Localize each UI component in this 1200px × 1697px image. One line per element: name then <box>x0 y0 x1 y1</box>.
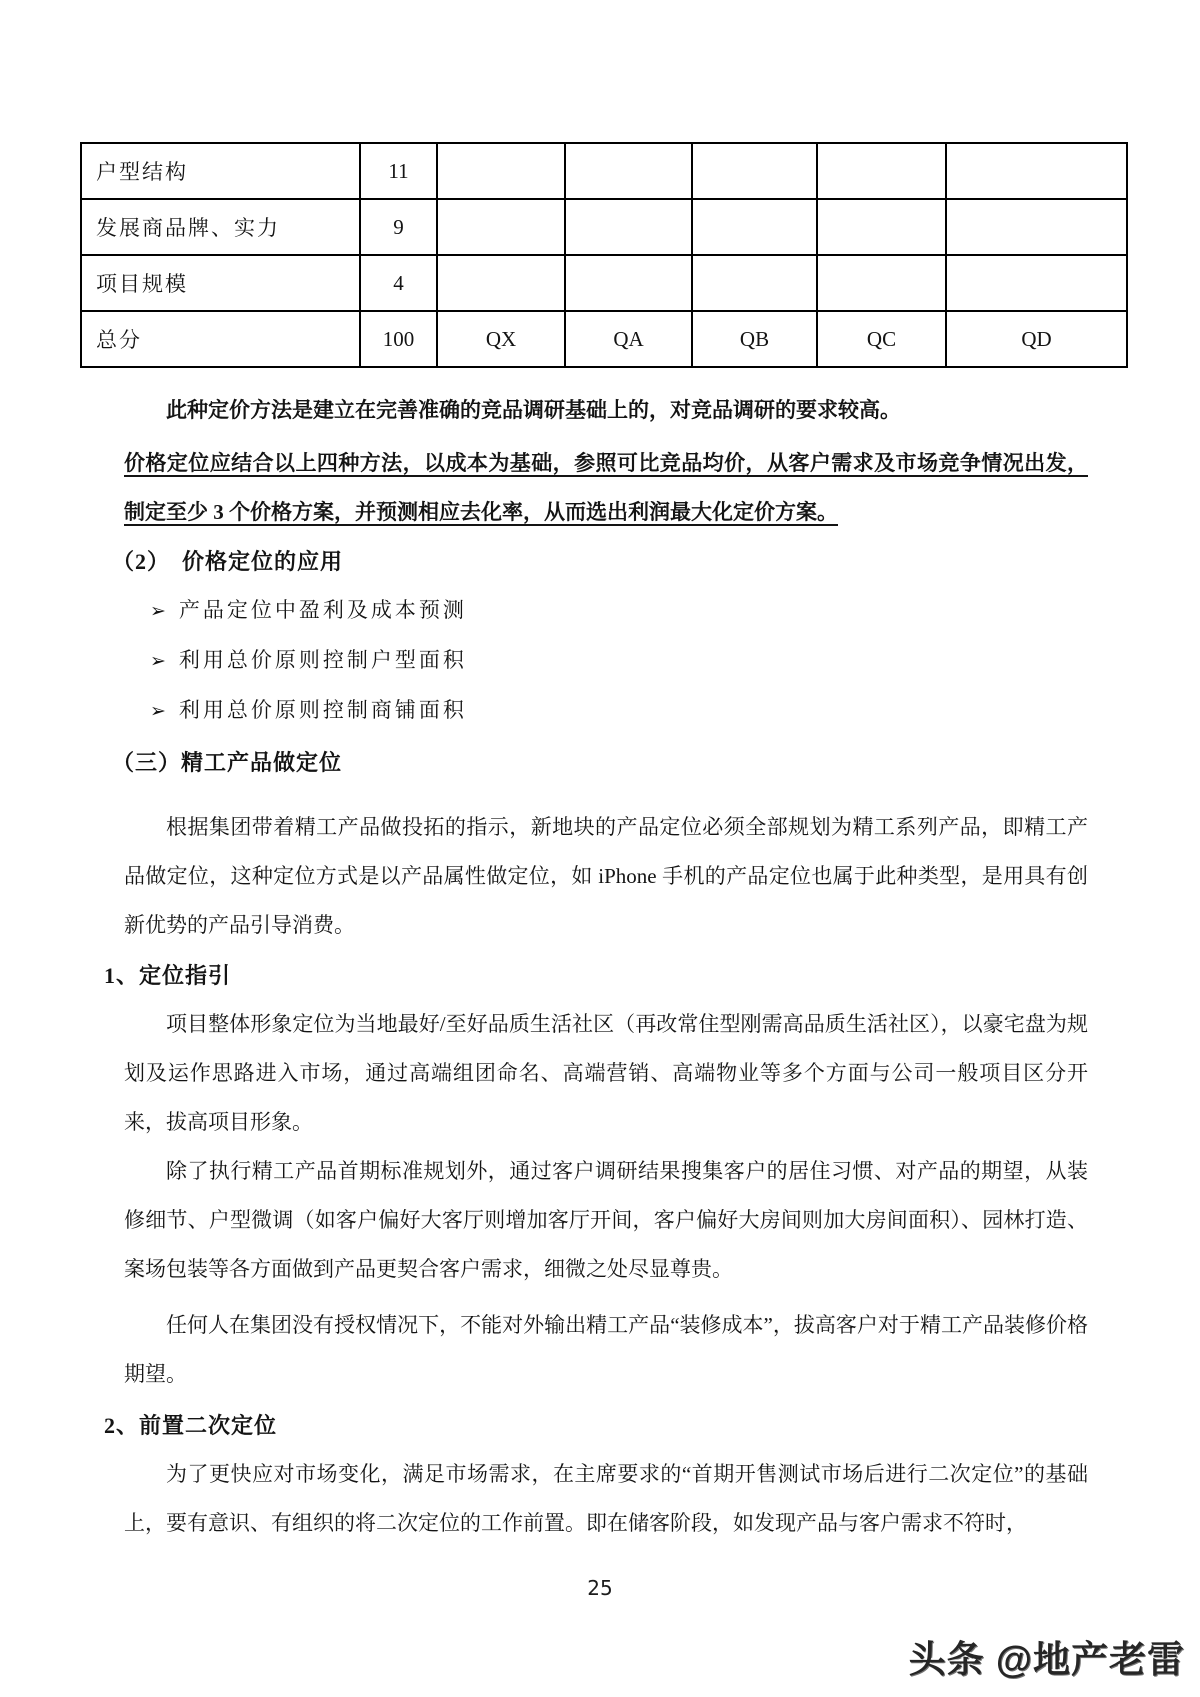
table-cell <box>692 143 817 199</box>
table-cell <box>437 199 565 255</box>
table-cell <box>946 199 1127 255</box>
paragraph-pricing-conclusion: 价格定位应结合以上四种方法，以成本为基础，参照可比竞品均价，从客户需求及市场竞争情况出发，制定至少 3 个价格方案，并预测相应去化率，从而选出利润最大化定价方案。 <box>124 451 1088 524</box>
list-item-label: 产品定位中盈利及成本预测 <box>178 598 467 622</box>
table-cell: 总分 <box>81 311 360 367</box>
table-cell: QA <box>565 311 692 367</box>
paragraph-pricing-note: 此种定价方法是建立在完善准确的竞品调研基础上的，对竞品调研的要求较高。 <box>166 398 901 422</box>
table-cell: QB <box>692 311 817 367</box>
scoring-table <box>80 142 1128 368</box>
table-cell <box>946 143 1127 199</box>
table-row <box>81 199 1127 255</box>
paragraph-second-positioning: 为了更快应对市场变化，满足市场需求，在主席要求的“首期开售测试市场后进行二次定位”的基础上，要有意识、有组织的将二次定位的工作前置。即在储客阶段，如发现产品与客户需求不符时， <box>124 1462 1088 1535</box>
table-row <box>81 311 1127 367</box>
table-cell <box>817 143 946 199</box>
table-cell: 4 <box>360 255 437 311</box>
watermark: 头条 @地产老雷 <box>908 1639 1185 1680</box>
table-cell <box>565 143 692 199</box>
table-row <box>81 255 1127 311</box>
list-item <box>150 686 1088 736</box>
page-number: 25 <box>587 1576 613 1600</box>
table-cell <box>946 255 1127 311</box>
list-item-label: 利用总价原则控制商铺面积 <box>178 698 467 722</box>
table-cell <box>437 255 565 311</box>
arrow-bullet-icon: ➢ <box>150 700 166 722</box>
list-item <box>150 586 1088 636</box>
table-cell <box>817 199 946 255</box>
list-item-label: 利用总价原则控制户型面积 <box>178 648 467 672</box>
table-cell <box>437 143 565 199</box>
arrow-bullet-icon: ➢ <box>150 600 166 622</box>
table-cell: 项目规模 <box>81 255 360 311</box>
table-cell: QD <box>946 311 1127 367</box>
table-cell <box>692 255 817 311</box>
heading-positioning-guide: 1、定位指引 <box>104 963 232 988</box>
table-cell: QX <box>437 311 565 367</box>
paragraph-guide-authorization: 任何人在集团没有授权情况下，不能对外输出精工产品“装修成本”，拔高客户对于精工产品装修价格期望。 <box>124 1313 1088 1386</box>
table-cell: QC <box>817 311 946 367</box>
paragraph-guide-image: 项目整体形象定位为当地最好/至好品质生活社区（再改常住型刚需高品质生活社区），以豪宅盘为规划及运作思路进入市场，通过高端组团命名、高端营销、高端物业等多个方面与公司一般项目区分开来，拔高项目形象。 <box>124 1012 1088 1134</box>
table-cell: 9 <box>360 199 437 255</box>
table-cell <box>565 199 692 255</box>
arrow-bullet-icon: ➢ <box>150 650 166 672</box>
table-cell <box>692 199 817 255</box>
table-cell: 户型结构 <box>81 143 360 199</box>
table-cell: 11 <box>360 143 437 199</box>
heading-second-positioning: 2、前置二次定位 <box>104 1413 278 1438</box>
heading-price-positioning-application: （2） 价格定位的应用 <box>112 549 344 574</box>
table-cell: 100 <box>360 311 437 367</box>
table-cell <box>817 255 946 311</box>
heading-jinggong-positioning: （三）精工产品做定位 <box>112 750 343 775</box>
table-cell <box>565 255 692 311</box>
table-row <box>81 143 1127 199</box>
table-cell: 发展商品牌、实力 <box>81 199 360 255</box>
list-item <box>150 636 1088 686</box>
paragraph-jinggong: 根据集团带着精工产品做投拓的指示，新地块的产品定位必须全部规划为精工系列产品，即精工产品做定位，这种定位方式是以产品属性做定位，如 iPhone 手机的产品定位也属于此种类型，是用具有创新优势的产品引导消费。 <box>124 815 1088 937</box>
paragraph-guide-research: 除了执行精工产品首期标准规划外，通过客户调研结果搜集客户的居住习惯、对产品的期望，从装修细节、户型微调（如客户偏好大客厅则增加客厅开间，客户偏好大房间则加大房间面积）、园林打造、案场包装等各方面做到产品更契合客户需求，细微之处尽显尊贵。 <box>124 1159 1088 1281</box>
